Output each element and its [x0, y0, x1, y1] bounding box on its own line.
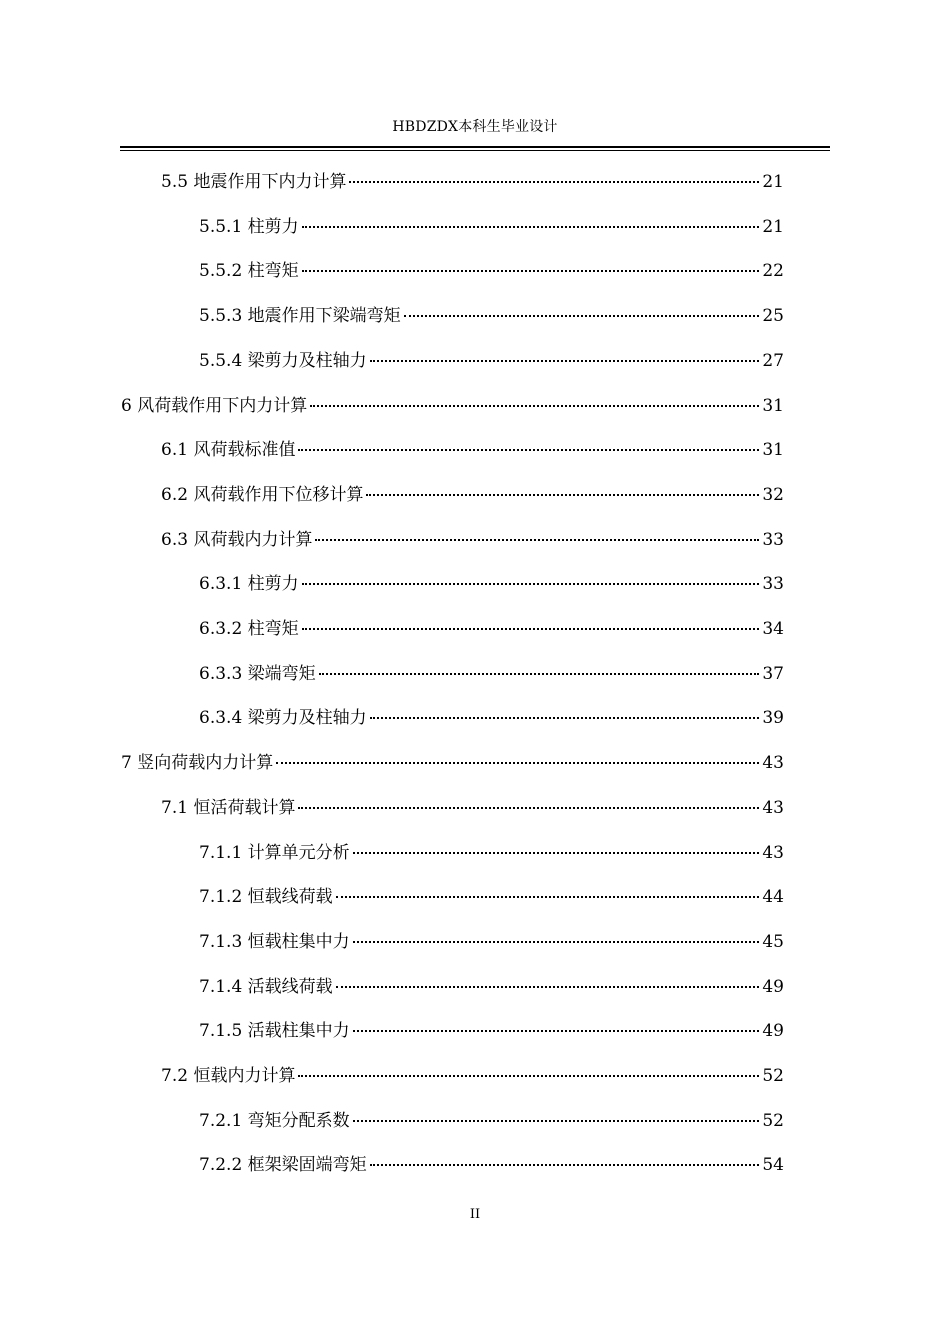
- toc-entry[interactable]: [199, 215, 784, 239]
- toc-entry-page: 31: [762, 440, 784, 461]
- toc-entry[interactable]: [199, 349, 784, 373]
- toc-dot-leader: [336, 986, 759, 988]
- toc-dot-leader: [370, 717, 759, 719]
- toc-dot-leader: [302, 583, 759, 585]
- toc-entry-page: 21: [762, 172, 784, 192]
- toc-entry[interactable]: [199, 304, 784, 328]
- toc-entry-page: 22: [762, 261, 784, 282]
- toc-entry-label: 7.1.2 恒载线荷载: [199, 887, 333, 908]
- toc-entry-label: 6.1 风荷载标准值: [161, 440, 296, 461]
- header-rule-thick: [120, 146, 830, 148]
- toc-entry-page: 25: [762, 306, 784, 327]
- toc-dot-leader: [366, 494, 759, 496]
- toc-entry-label: 7.2 恒载内力计算: [161, 1066, 296, 1086]
- toc-entry-page: 37: [762, 663, 784, 684]
- toc-entry-page: 21: [762, 216, 784, 237]
- toc-entry-label: 5.5 地震作用下内力计算: [161, 172, 347, 192]
- toc-entry-label: 5.5.4 梁剪力及柱轴力: [199, 350, 367, 371]
- toc-entry-page: 27: [762, 350, 784, 371]
- toc-entry-label: 6.3.4 梁剪力及柱轴力: [199, 708, 367, 729]
- toc-dot-leader: [310, 405, 759, 407]
- toc-dot-leader: [370, 360, 759, 362]
- toc-entry-page: 39: [762, 708, 784, 729]
- toc-entry-page: 43: [762, 797, 784, 818]
- toc-dot-leader: [353, 941, 759, 943]
- toc-entry-page: 49: [762, 1021, 784, 1042]
- toc-dot-leader: [353, 1030, 759, 1032]
- toc-entry[interactable]: [161, 796, 784, 820]
- toc-entry-label: 7.1 恒活荷载计算: [161, 797, 296, 818]
- toc-entry[interactable]: [199, 1109, 784, 1133]
- toc-entry-label: 5.5.2 柱弯矩: [199, 261, 299, 282]
- toc-entry-label: 5.5.1 柱剪力: [199, 216, 299, 237]
- toc-entry[interactable]: [199, 885, 784, 909]
- toc-entry-label: 6.3 风荷载内力计算: [161, 529, 313, 550]
- toc-entry[interactable]: [161, 528, 784, 552]
- toc-dot-leader: [370, 1164, 759, 1166]
- toc-entry-label: 7 竖向荷载内力计算: [121, 753, 274, 774]
- toc-entry-page: 31: [762, 395, 784, 416]
- toc-entry-page: 43: [762, 753, 784, 774]
- toc-entry[interactable]: [121, 394, 784, 418]
- toc-entry-label: 7.2.1 弯矩分配系数: [199, 1110, 350, 1131]
- toc-dot-leader: [404, 315, 759, 317]
- toc-entry-label: 5.5.3 地震作用下梁端弯矩: [199, 306, 401, 327]
- toc-dot-leader: [298, 1075, 759, 1077]
- toc-entry[interactable]: [199, 572, 784, 596]
- toc-entry-label: 7.1.3 恒载柱集中力: [199, 931, 350, 952]
- footer-page-number: II: [469, 1207, 481, 1222]
- toc-entry[interactable]: [199, 1019, 784, 1043]
- toc-dot-leader: [298, 449, 759, 451]
- toc-entry[interactable]: [161, 483, 784, 507]
- toc-entry[interactable]: [199, 617, 784, 641]
- toc-entry-page: 49: [762, 976, 784, 997]
- toc-dot-leader: [276, 762, 759, 764]
- header-title: HBDZDX本科生毕业设计: [392, 119, 558, 135]
- toc-entry-page: 32: [762, 484, 784, 505]
- toc-entry[interactable]: [199, 975, 784, 999]
- toc-dot-leader: [298, 807, 759, 809]
- toc-entry-label: 7.2.2 框架梁固端弯矩: [199, 1155, 367, 1176]
- toc-entry-page: 54: [762, 1155, 784, 1176]
- toc-entry-label: 7.1.5 活载柱集中力: [199, 1021, 350, 1042]
- toc-entry-page: 43: [762, 842, 784, 863]
- toc-entry-label: 7.1.1 计算单元分析: [199, 842, 350, 863]
- toc-dot-leader: [353, 852, 759, 854]
- toc-entry[interactable]: [199, 259, 784, 283]
- toc-entry-page: 52: [762, 1066, 784, 1086]
- toc-entry[interactable]: [161, 1064, 784, 1088]
- toc-entry-label: 6.2 风荷载作用下位移计算: [161, 484, 364, 505]
- toc-entry-label: 6.3.1 柱剪力: [199, 574, 299, 595]
- toc-entry[interactable]: [199, 662, 784, 686]
- toc-entry[interactable]: [199, 706, 784, 730]
- toc-entry-page: 34: [762, 619, 784, 639]
- toc-dot-leader: [315, 539, 759, 541]
- toc-dot-leader: [353, 1120, 759, 1122]
- toc-entry-page: 44: [762, 887, 784, 908]
- toc-dot-leader: [319, 673, 759, 675]
- toc-dot-leader: [336, 896, 759, 898]
- toc-entry[interactable]: [161, 170, 784, 194]
- toc-entry-page: 33: [762, 529, 784, 550]
- toc-dot-leader: [302, 628, 759, 630]
- toc-entry-page: 33: [762, 574, 784, 595]
- toc-entry-label: 6.3.2 柱弯矩: [199, 619, 299, 639]
- toc-entry[interactable]: [199, 1153, 784, 1177]
- toc-entry[interactable]: [199, 841, 784, 865]
- toc-entry-label: 6 风荷载作用下内力计算: [121, 395, 308, 416]
- toc-entry-page: 45: [762, 931, 784, 952]
- toc-dot-leader: [302, 226, 759, 228]
- header-rule-thin: [120, 150, 830, 151]
- toc-entry-label: 6.3.3 梁端弯矩: [199, 663, 316, 684]
- toc-entry-page: 52: [762, 1110, 784, 1131]
- toc-entry[interactable]: [161, 438, 784, 462]
- toc-entry[interactable]: [121, 751, 784, 775]
- toc-dot-leader: [302, 270, 759, 272]
- toc-entry-label: 7.1.4 活载线荷载: [199, 976, 333, 997]
- toc-entry[interactable]: [199, 930, 784, 954]
- toc-dot-leader: [349, 181, 759, 183]
